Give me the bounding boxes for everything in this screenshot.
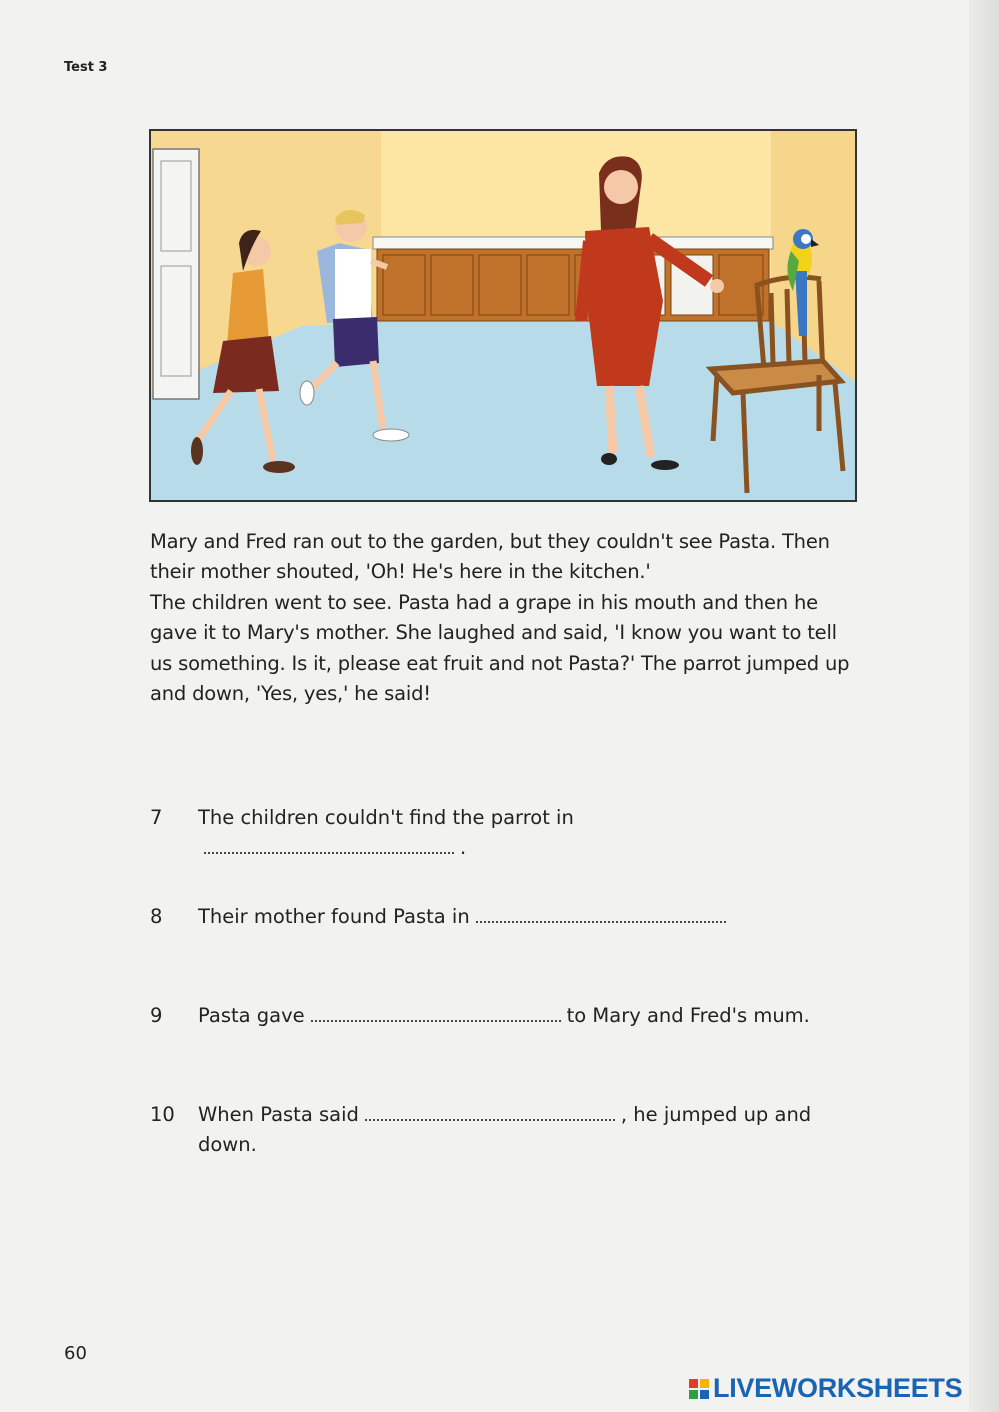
answer-blank-9[interactable] bbox=[311, 1004, 561, 1022]
kitchen-scene bbox=[151, 131, 855, 500]
page-edge bbox=[969, 0, 999, 1412]
question-9 bbox=[150, 1001, 830, 1031]
page-number: 60 bbox=[64, 1343, 87, 1364]
story-paragraph: The children went to see. Pasta had a grape in his mouth and then he gave it to Mary's mother. She laughed and said, 'I know you want to tell us something. Is it, please eat fruit and not Pasta?' The parrot jumped up and down, 'Yes, yes,' he said! bbox=[150, 590, 850, 706]
question-number: 7 bbox=[150, 806, 163, 829]
question-text: The children couldn't find the parrot in bbox=[198, 806, 574, 829]
question-text-end: . bbox=[460, 836, 467, 859]
question-text-end: to Mary and Fred's mum. bbox=[566, 1004, 810, 1027]
story-text bbox=[150, 527, 860, 709]
question-number: 10 bbox=[150, 1103, 175, 1126]
question-10 bbox=[150, 1100, 830, 1160]
question-number: 8 bbox=[150, 905, 163, 928]
answer-blank-10[interactable] bbox=[365, 1103, 615, 1121]
question-8 bbox=[150, 902, 830, 932]
question-text: Pasta gave bbox=[198, 1004, 305, 1027]
test-label: Test 3 bbox=[64, 60, 108, 75]
story-paragraph: Mary and Fred ran out to the garden, but they couldn't see Pasta. Then their mother shouted, 'Oh! He's here in the kitchen.' bbox=[150, 530, 830, 584]
story-illustration bbox=[149, 129, 857, 502]
question-7 bbox=[150, 803, 830, 863]
question-text: Their mother found Pasta in bbox=[198, 905, 470, 928]
question-number: 9 bbox=[150, 1004, 163, 1027]
liveworksheets-logo[interactable] bbox=[689, 1373, 962, 1404]
brand-text: LIVEWORKSHEETS bbox=[713, 1373, 963, 1403]
question-text-end: , he jumped up and down. bbox=[198, 1103, 812, 1156]
answer-blank-8[interactable] bbox=[476, 905, 726, 923]
liveworksheets-icon bbox=[689, 1379, 709, 1399]
question-text: When Pasta said bbox=[198, 1103, 359, 1126]
answer-blank-7[interactable] bbox=[204, 836, 454, 854]
